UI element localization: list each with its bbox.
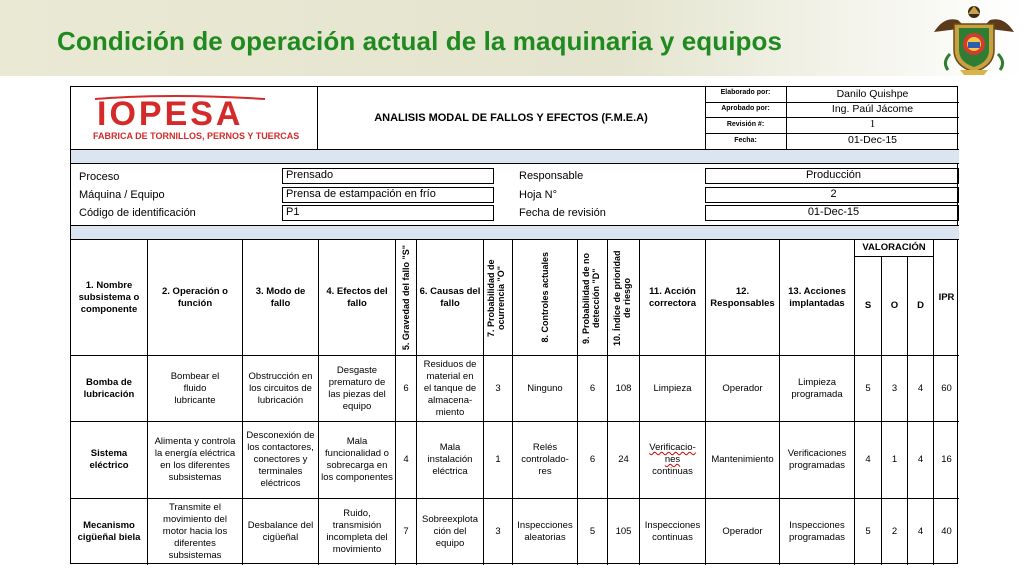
table-cell: 5 (865, 526, 871, 537)
col-header-nombre: 1. Nombre subsistema o componente (78, 279, 140, 315)
col-header-o: O (890, 300, 899, 311)
table-cell: Inspecciones aleatorias (517, 520, 573, 543)
table-cell: 4 (917, 454, 924, 465)
table-cell: Sobreexplota ción del equipo (422, 514, 478, 549)
table-cell: Ninguno (527, 382, 563, 394)
table-cell: Inspecciones continuas (644, 520, 701, 543)
table-cell: 108 (615, 382, 632, 394)
col-header-s: S (864, 300, 872, 311)
fecha-revision-field: 01-Dec-15 (705, 205, 959, 221)
table-cell: 40 (941, 526, 952, 537)
separator-band (71, 150, 959, 163)
codigo-label: Código de identificación (79, 207, 196, 219)
table-cell: 2 (891, 526, 898, 537)
form-heading: ANALISIS MODAL DE FALLOS Y EFECTOS (F.M.E.A) (374, 112, 648, 124)
col-header-efectos: 4. Efectos del fallo (326, 285, 388, 309)
table-cell: Ruido, transmisión incompleta del movimiento (326, 508, 388, 555)
table-cell-accion (640, 422, 705, 498)
table-cell: Desconexión de los contactores, conectores y terminales eléctricos (246, 430, 315, 489)
meta-label-fecha: Fecha: (734, 137, 757, 144)
table-cell: 105 (615, 526, 632, 537)
table-cell: Verificaciones programadas (787, 448, 847, 471)
table-cell: 4 (917, 526, 924, 537)
table-cell: 3 (495, 382, 501, 394)
col-header-ipr: IPR (938, 291, 955, 303)
col-header-accion: 11. Acción correctora (649, 285, 696, 309)
col-header-gravedad: 5. Gravedad del fallo "S" (401, 244, 411, 351)
fmea-form (70, 86, 958, 564)
table-cell: Operador (722, 526, 763, 537)
table-cell-text: continuas (652, 466, 693, 477)
table-cell: 5 (589, 526, 596, 537)
table-cell: Transmite el movimiento del motor hacia los diferentes subsistemas (162, 502, 228, 561)
table-cell: 1 (891, 454, 898, 465)
table-cell-text: Verificacio-nes (649, 442, 696, 465)
table-cell: Desbalance del cigüeñal (247, 520, 314, 543)
col-header-responsables: 12. Responsables (710, 285, 775, 309)
table-cell: Mecanismo cigüeñal biela (77, 520, 141, 543)
proceso-label: Proceso (79, 171, 120, 183)
separator-band-2 (71, 226, 959, 239)
col-header-causas: 6. Causas del fallo (419, 285, 481, 309)
col-header-modo: 3. Modo de fallo (255, 285, 306, 309)
table-cell: Inspecciones programadas (789, 520, 845, 543)
meta-label-revision: Revisión #: (726, 121, 765, 128)
maquina-label: Máquina / Equipo (79, 189, 165, 201)
table-cell: 7 (403, 526, 409, 537)
table-cell: Obstrucción en los circuitos de lubricación (248, 370, 313, 406)
logo-brand: IOPESA (97, 95, 244, 133)
logo-tagline: FABRICA DE TORNILLOS, PERNOS Y TUERCAS (93, 131, 300, 141)
table-cell: 5 (865, 382, 871, 394)
table-cell: Bombear el fluido lubricante (170, 370, 220, 406)
table-cell: 1 (495, 454, 501, 465)
meta-label-aprobado: Aprobado por: (721, 105, 770, 112)
meta-value-revision: 1 (869, 118, 876, 130)
table-cell: Mala instalación eléctrica (427, 442, 473, 477)
hoja-field: 2 (705, 187, 959, 203)
table-cell: 6 (589, 382, 596, 394)
col-header-valoracion: VALORACIÓN (862, 242, 926, 253)
table-cell: 3 (495, 526, 501, 537)
table-cell: 6 (403, 382, 409, 394)
fecha-revision-label: Fecha de revisión (519, 207, 606, 219)
codigo-field: P1 (282, 205, 494, 221)
col-header-operacion: 2. Operación o función (162, 285, 228, 309)
table-cell: 4 (865, 454, 871, 465)
maquina-field: Prensa de estampación en frío (282, 187, 494, 203)
responsable-field: Producción (705, 168, 959, 184)
table-cell: 4 (917, 382, 924, 394)
meta-value-aprobado: Ing. Paúl Jácome (831, 103, 914, 115)
table-cell: 16 (941, 454, 952, 465)
col-header-acciones-implantadas: 13. Acciones implantadas (788, 285, 846, 309)
hoja-label: Hoja N° (519, 189, 558, 201)
table-cell: Residuos de material en el tanque de almacena-miento (423, 358, 477, 418)
table-cell: Alimenta y controla la energía eléctrica en los diferentes subsistemas (154, 436, 236, 483)
responsable-label: Responsable (519, 170, 584, 182)
table-cell: Bomba de lubricación (83, 376, 135, 400)
meta-value-elaborado: Danilo Quishpe (836, 88, 909, 100)
table-cell: 24 (618, 454, 629, 465)
col-header-d: D (917, 300, 924, 311)
table-cell: Sistema eléctrico (89, 448, 129, 471)
meta-label-elaborado: Elaborado por: (720, 89, 771, 96)
table-cell: Limpieza (653, 382, 692, 394)
table-cell: 60 (941, 382, 952, 394)
col-header-ipr-index: 10. Índice de prioridad de riesgo (611, 249, 632, 346)
table-cell: Relés controlado-res (521, 442, 569, 477)
table-cell: Operador (722, 382, 763, 394)
col-header-controles: 8. Controles actuales (540, 252, 550, 343)
table-cell: 4 (403, 454, 409, 465)
table-cell: 6 (589, 454, 596, 465)
table-cell: Desgaste prematuro de las piezas del equipo (328, 364, 386, 412)
table-cell: 3 (891, 382, 898, 394)
col-header-ocurrencia: 7. Probabilidad de ocurrencia "O" (486, 258, 506, 337)
proceso-field: Prensado (282, 168, 494, 184)
meta-value-fecha: 01-Dec-15 (847, 134, 898, 146)
coat-of-arms-icon (930, 2, 1018, 76)
table-cell: Mala funcionalidad o sobrecarga en los componentes (321, 436, 393, 483)
col-header-deteccion: 9. Probabilidad de no detección "D" (580, 252, 601, 344)
slide-title: Condición de operación actual de la maquinaria y equipos (57, 26, 783, 56)
table-cell: Mantenimiento (711, 454, 774, 465)
table-cell: Limpieza programada (791, 376, 843, 400)
